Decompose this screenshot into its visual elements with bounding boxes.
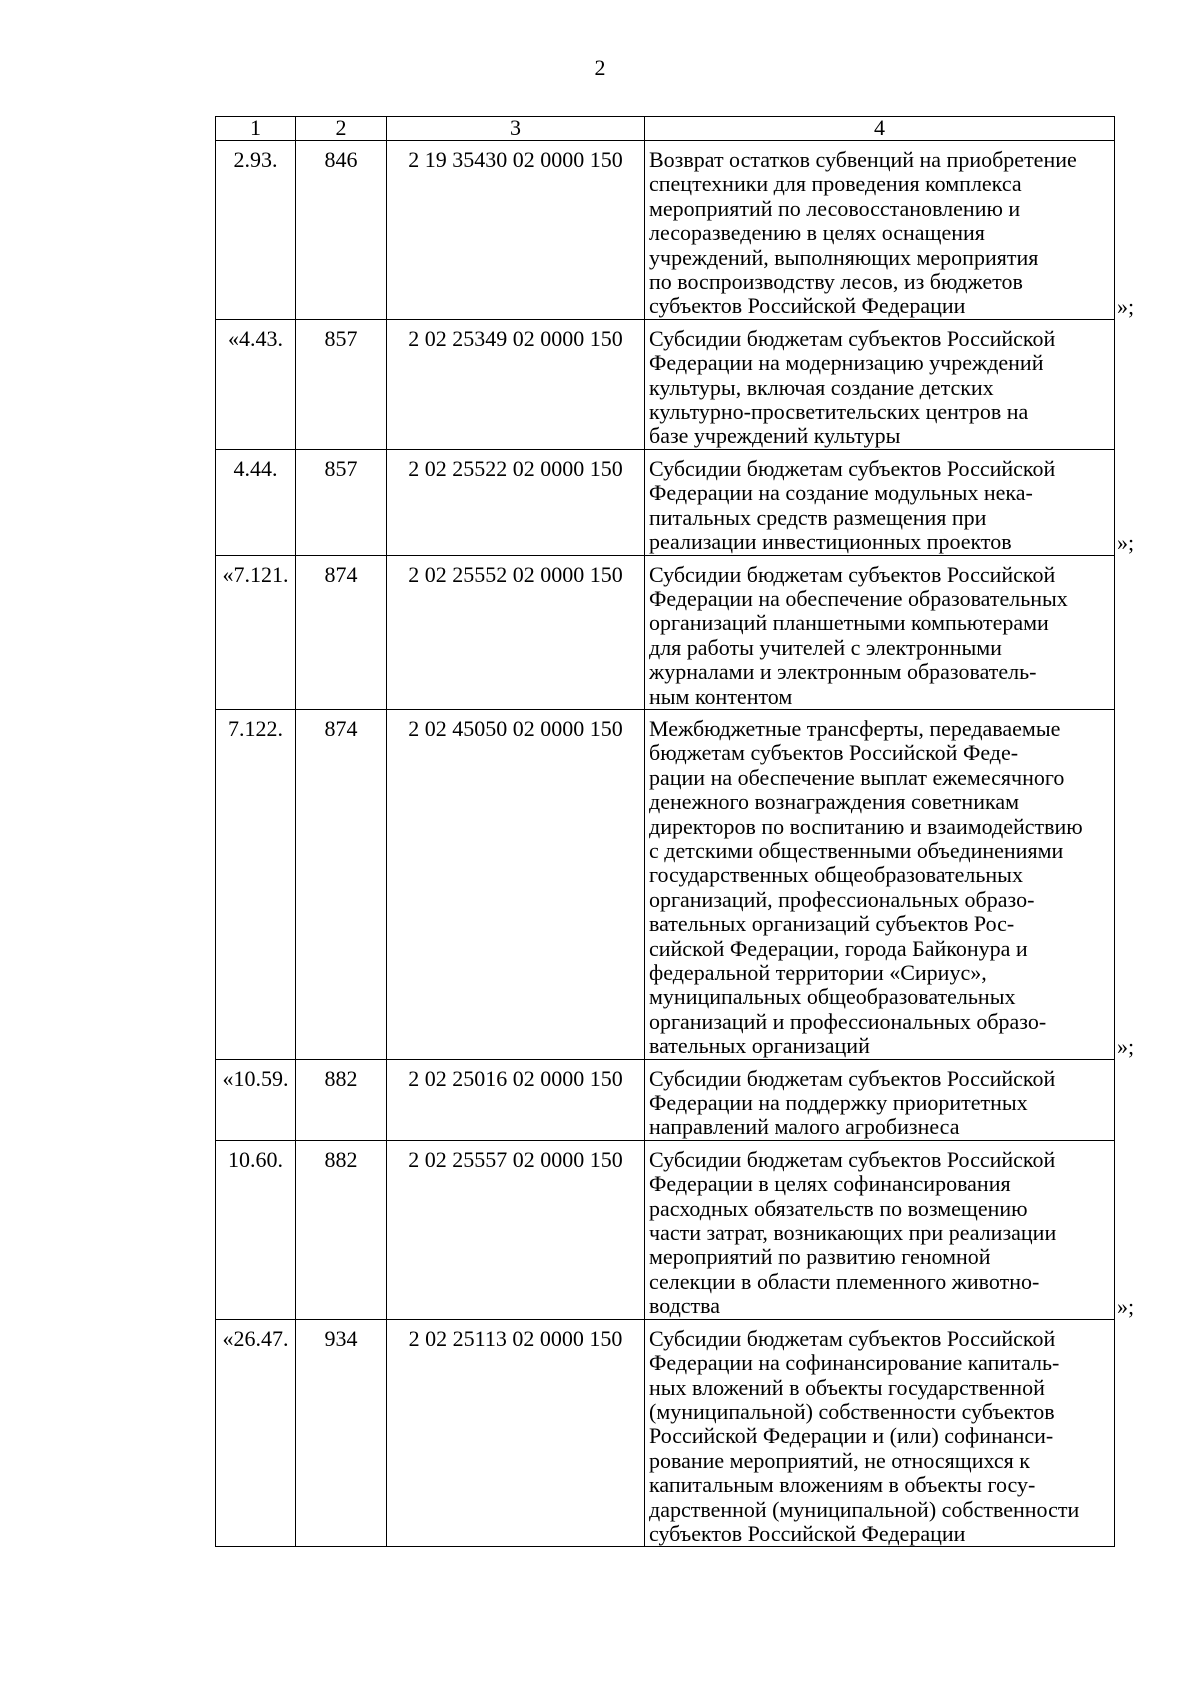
description-line: Межбюджетные трансферты, передаваемые bbox=[649, 715, 1061, 741]
header-col-2: 2 bbox=[296, 117, 387, 141]
description bbox=[645, 1319, 1115, 1547]
classification-code: 2 02 25557 02 0000 150 bbox=[387, 1140, 645, 1319]
closing-quote-mark: »; bbox=[1117, 294, 1135, 320]
admin-code: 857 bbox=[296, 449, 387, 555]
closing-quote-mark: »; bbox=[1117, 530, 1135, 555]
admin-code: 857 bbox=[296, 319, 387, 449]
table-row bbox=[216, 1319, 1115, 1547]
description-line: Федерации в целях софинансирования bbox=[649, 1171, 1011, 1197]
classification-code: 2 19 35430 02 0000 150 bbox=[387, 141, 645, 320]
description-line: селекции в области племенного животно- bbox=[649, 1268, 1040, 1294]
description-line: государственных общеобразовательных bbox=[649, 862, 1023, 888]
row-number: 2.93. bbox=[216, 141, 296, 320]
description-line: муниципальных общеобразовательных bbox=[649, 984, 1016, 1010]
table-row bbox=[216, 1059, 1115, 1140]
description bbox=[645, 1059, 1115, 1140]
table-row bbox=[216, 449, 1115, 555]
description-line: субъектов Российской Федерации bbox=[649, 293, 966, 319]
description-line: сийской Федерации, города Байконура и bbox=[649, 935, 1028, 961]
description-line: водства bbox=[649, 1293, 721, 1319]
description-line: ных вложений в объекты государственной bbox=[649, 1374, 1045, 1400]
row-number: «26.47. bbox=[216, 1319, 296, 1547]
description-line: директоров по воспитанию и взаимодействию bbox=[649, 813, 1083, 839]
description-line: спецтехники для проведения комплекса bbox=[649, 171, 1022, 197]
description-line: с детскими общественными объединениями bbox=[649, 837, 1064, 863]
budget-classification-table bbox=[215, 116, 1115, 1547]
description-line: базе учреждений культуры bbox=[649, 423, 901, 449]
description-line: Субсидии бюджетам субъектов Российской bbox=[649, 1065, 1056, 1091]
description-line: направлений малого агробизнеса bbox=[649, 1114, 960, 1140]
classification-code: 2 02 45050 02 0000 150 bbox=[387, 709, 645, 1059]
description-line: Федерации на обеспечение образовательных bbox=[649, 585, 1068, 611]
table-header-row bbox=[216, 117, 1115, 141]
page-number: 2 bbox=[594, 55, 606, 80]
description-line: Федерации на поддержку приоритетных bbox=[649, 1090, 1028, 1116]
description-line: организаций и профессиональных образо- bbox=[649, 1008, 1047, 1034]
description-line: расходных обязательств по возмещению bbox=[649, 1195, 1028, 1221]
table-row bbox=[216, 555, 1115, 709]
header-col-4: 4 bbox=[645, 117, 1115, 141]
description-line: вательных организаций субъектов Рос- bbox=[649, 911, 1015, 937]
description-line: денежного вознаграждения советникам bbox=[649, 789, 1020, 815]
description-line: дарственной (муниципальной) собственности bbox=[649, 1496, 1080, 1522]
description-line: вательных организаций bbox=[649, 1033, 870, 1059]
description-line: Субсидии бюджетам субъектов Российской bbox=[649, 1325, 1056, 1351]
description-line: культурно-просветительских центров на bbox=[649, 399, 1029, 425]
row-number: «4.43. bbox=[216, 319, 296, 449]
description bbox=[645, 555, 1115, 709]
description-line: мероприятий по лесовосстановлению и bbox=[649, 195, 1021, 221]
description-line: Российской Федерации и (или) софинанси- bbox=[649, 1423, 1054, 1449]
header-col-3: 3 bbox=[387, 117, 645, 141]
table-row bbox=[216, 141, 1115, 320]
description-line: части затрат, возникающих при реализации bbox=[649, 1220, 1057, 1246]
row-number: 4.44. bbox=[216, 449, 296, 555]
description-line: мероприятий по развитию геномной bbox=[649, 1244, 991, 1270]
description-line: рации на обеспечение выплат ежемесячного bbox=[649, 764, 1065, 790]
description-line: для работы учителей с электронными bbox=[649, 634, 1002, 660]
admin-code: 846 bbox=[296, 141, 387, 320]
description bbox=[645, 1140, 1115, 1319]
admin-code: 934 bbox=[296, 1319, 387, 1547]
table-row bbox=[216, 709, 1115, 1059]
description bbox=[645, 141, 1115, 320]
description bbox=[645, 319, 1115, 449]
description-line: рование мероприятий, не относящихся к bbox=[649, 1447, 1030, 1473]
admin-code: 882 bbox=[296, 1059, 387, 1140]
description-line: организаций, профессиональных образо- bbox=[649, 886, 1035, 912]
description-line: Федерации на модернизацию учреждений bbox=[649, 350, 1044, 376]
description-line: Субсидии бюджетам субъектов Российской bbox=[649, 561, 1056, 587]
classification-code: 2 02 25349 02 0000 150 bbox=[387, 319, 645, 449]
description-line: питальных средств размещения при bbox=[649, 504, 987, 530]
classification-code: 2 02 25113 02 0000 150 bbox=[387, 1319, 645, 1547]
row-number: 7.122. bbox=[216, 709, 296, 1059]
description-line: бюджетам субъектов Российской Феде- bbox=[649, 740, 1019, 766]
admin-code: 874 bbox=[296, 709, 387, 1059]
admin-code: 882 bbox=[296, 1140, 387, 1319]
description bbox=[645, 709, 1115, 1059]
admin-code: 874 bbox=[296, 555, 387, 709]
description-line: субъектов Российской Федерации bbox=[649, 1520, 966, 1546]
description-line: лесоразведению в целях оснащения bbox=[649, 220, 985, 246]
description-line: организаций планшетными компьютерами bbox=[649, 610, 1049, 636]
description-line: по воспроизводству лесов, из бюджетов bbox=[649, 269, 1023, 295]
description-line: журналами и электронным образователь- bbox=[649, 659, 1037, 685]
description-line: реализации инвестиционных проектов bbox=[649, 529, 1012, 555]
description-line: Субсидии бюджетам субъектов Российской bbox=[649, 1146, 1056, 1172]
table-row bbox=[216, 1140, 1115, 1319]
row-number: «7.121. bbox=[216, 555, 296, 709]
description bbox=[645, 449, 1115, 555]
classification-code: 2 02 25552 02 0000 150 bbox=[387, 555, 645, 709]
description-line: учреждений, выполняющих мероприятия bbox=[649, 244, 1039, 270]
description-line: федеральной территории «Сириус», bbox=[649, 960, 987, 985]
description-line: ным контентом bbox=[649, 683, 793, 709]
table-row bbox=[216, 319, 1115, 449]
description-line: Федерации на создание модульных нека- bbox=[649, 480, 1033, 506]
description-line: капитальным вложениям в объекты госу- bbox=[649, 1472, 1036, 1498]
classification-code: 2 02 25522 02 0000 150 bbox=[387, 449, 645, 555]
description-line: Возврат остатков субвенций на приобретение bbox=[649, 147, 1077, 172]
closing-quote-mark: »; bbox=[1117, 1034, 1135, 1060]
row-number: «10.59. bbox=[216, 1059, 296, 1140]
description-line: культуры, включая создание детских bbox=[649, 374, 994, 400]
description-line: Субсидии бюджетам субъектов Российской bbox=[649, 325, 1056, 351]
description-line: Федерации на софинансирование капиталь- bbox=[649, 1350, 1060, 1376]
row-number: 10.60. bbox=[216, 1140, 296, 1319]
description-line: (муниципальной) собственности субъектов bbox=[649, 1398, 1055, 1424]
closing-quote-mark: »; bbox=[1117, 1294, 1135, 1320]
description-line: Субсидии бюджетам субъектов Российской bbox=[649, 455, 1056, 481]
header-col-1: 1 bbox=[216, 117, 296, 141]
classification-code: 2 02 25016 02 0000 150 bbox=[387, 1059, 645, 1140]
